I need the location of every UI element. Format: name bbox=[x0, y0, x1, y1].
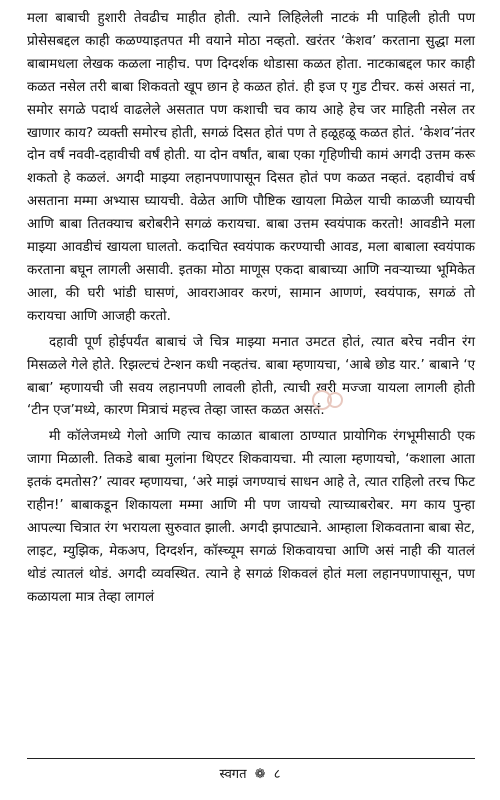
watermark-logo bbox=[308, 388, 348, 412]
paragraph-2: दहावी पूर्ण होईपर्यंत बाबाचं जे चित्र माझ्या मनात उमटत होतं, त्यात बरेच नवीन रंग मिसळले गेले होते. रिझल्टचं टेन्शन कधी नव्हतंच. बाबा म्हणायचा, ‘आबे छोड यार.’ बाबाने ‘ए बाबा’ म्हणायची जी सवय लहानपणी लावली होती, त्याची खरी मज्जा यायला लागली होती ‘टीन एज’मध्ये, कारण मित्राचं महत्त्व तेव्हा जास्त कळत असतं. bbox=[27, 334, 475, 419]
paragraph-3: मी कॉलेजमध्ये गेलो आणि त्याच काळात बाबाला ठाण्यात प्रायोगिक रंगभूमीसाठी एक जागा मिळाली. तिकडे बाबा मुलांना थिएटर शिकवायचा. मी त्याला म्हणायचो, ‘कशाला आता इतकं दमतोस?’ त्यावर म्हणायचा, ‘अरे माझं जगण्याचं साधन आहे ते, त्यात राहिलो तरच फिट राहीन!’ बाबाकडून शिकायला मम्मा आणि मी पण जायचो त्याच्याबरोबर. मग काय पुन्हा आपल्या चित्रात रंग भरायला सुरुवात झाली. अगदी झपाट्याने. आम्हाला शिकवताना बाबा सेट, लाइट, म्युझिक, मेकअप, दिग्दर्शन, कॉस्च्यूम सगळं शिकवायचा आणि असं नाही की यातलं थोडं त्यातलं थोडं. अगदी व्यवस्थित. त्याने हे सगळं शिकवलं होतं मला लहानपणापासून, पण कळायला मात्र तेव्हा लागलं bbox=[27, 429, 475, 605]
page-footer bbox=[0, 764, 500, 782]
page-number: ८ bbox=[273, 767, 281, 782]
paragraph-1: मला बाबाची हुशारी तेवढीच माहीत होती. त्याने लिहिलेली नाटकं मी पाहिली होती पण प्रोसेसबद्दल काही कळण्याइतपत मी वयाने मोठा नव्हतो. खरंतर ‘केशव’ करताना सुद्धा मला बाबामधला लेखक कळला नाहीच. पण दिग्दर्शक थोडासा कळत होता. नाटकाबद्दल फार काही कळत नसेल तरी बाबा शिकवतो खूप छान हे कळत होतं. ही इज ए गुड टीचर. कसं असतं ना, समोर सगळे पदार्थ वाढलेले असतात पण कशाची चव काय आहे हेच जर माहिती नसेल तर खाणार काय? व्यक्ती समोरच होती, सगळं दिसत होतं पण ते हळूहळू कळत होतं. ‘केशव’नंतर दोन वर्षं नववी-दहावीची वर्षं होती. या दोन वर्षांत, बाबा एका गृहिणीची कामं अगदी उत्तम करू शकतो हे कळलं. अगदी माझ्या लहानपणापासून दिसत होतं पण कळत नव्हतं. दहावीचं वर्ष असताना मम्मा अभ्यास घ्यायची. वेळेत आणि पौष्टिक खायला मिळेल याची काळजी घ्यायची आणि बाबा तितक्याच बरोबरीने सगळं करायचा. बाबा उत्तम स्वयंपाक करतो! आवडीने मला माझ्या आवडीचं खायला घालतो. कदाचित स्वयंपाक करण्याची आवड, मला बाबाला स्वयंपाक करताना बघून लागली असावी. इतका मोठा माणूस एकदा बाबाच्या आणि नवऱ्याच्या भूमिकेत आला, की घरी भांडी घासणं, आवराआवर करणं, सामान आणणं, स्वयंपाक, सगळं तो करायचा आणि आजही करतो. bbox=[27, 11, 475, 324]
body-text bbox=[27, 8, 475, 613]
footer-title: स्वगत bbox=[219, 767, 247, 782]
flower-ornament-icon: ❁ bbox=[254, 767, 266, 782]
footer-rule bbox=[27, 758, 475, 759]
